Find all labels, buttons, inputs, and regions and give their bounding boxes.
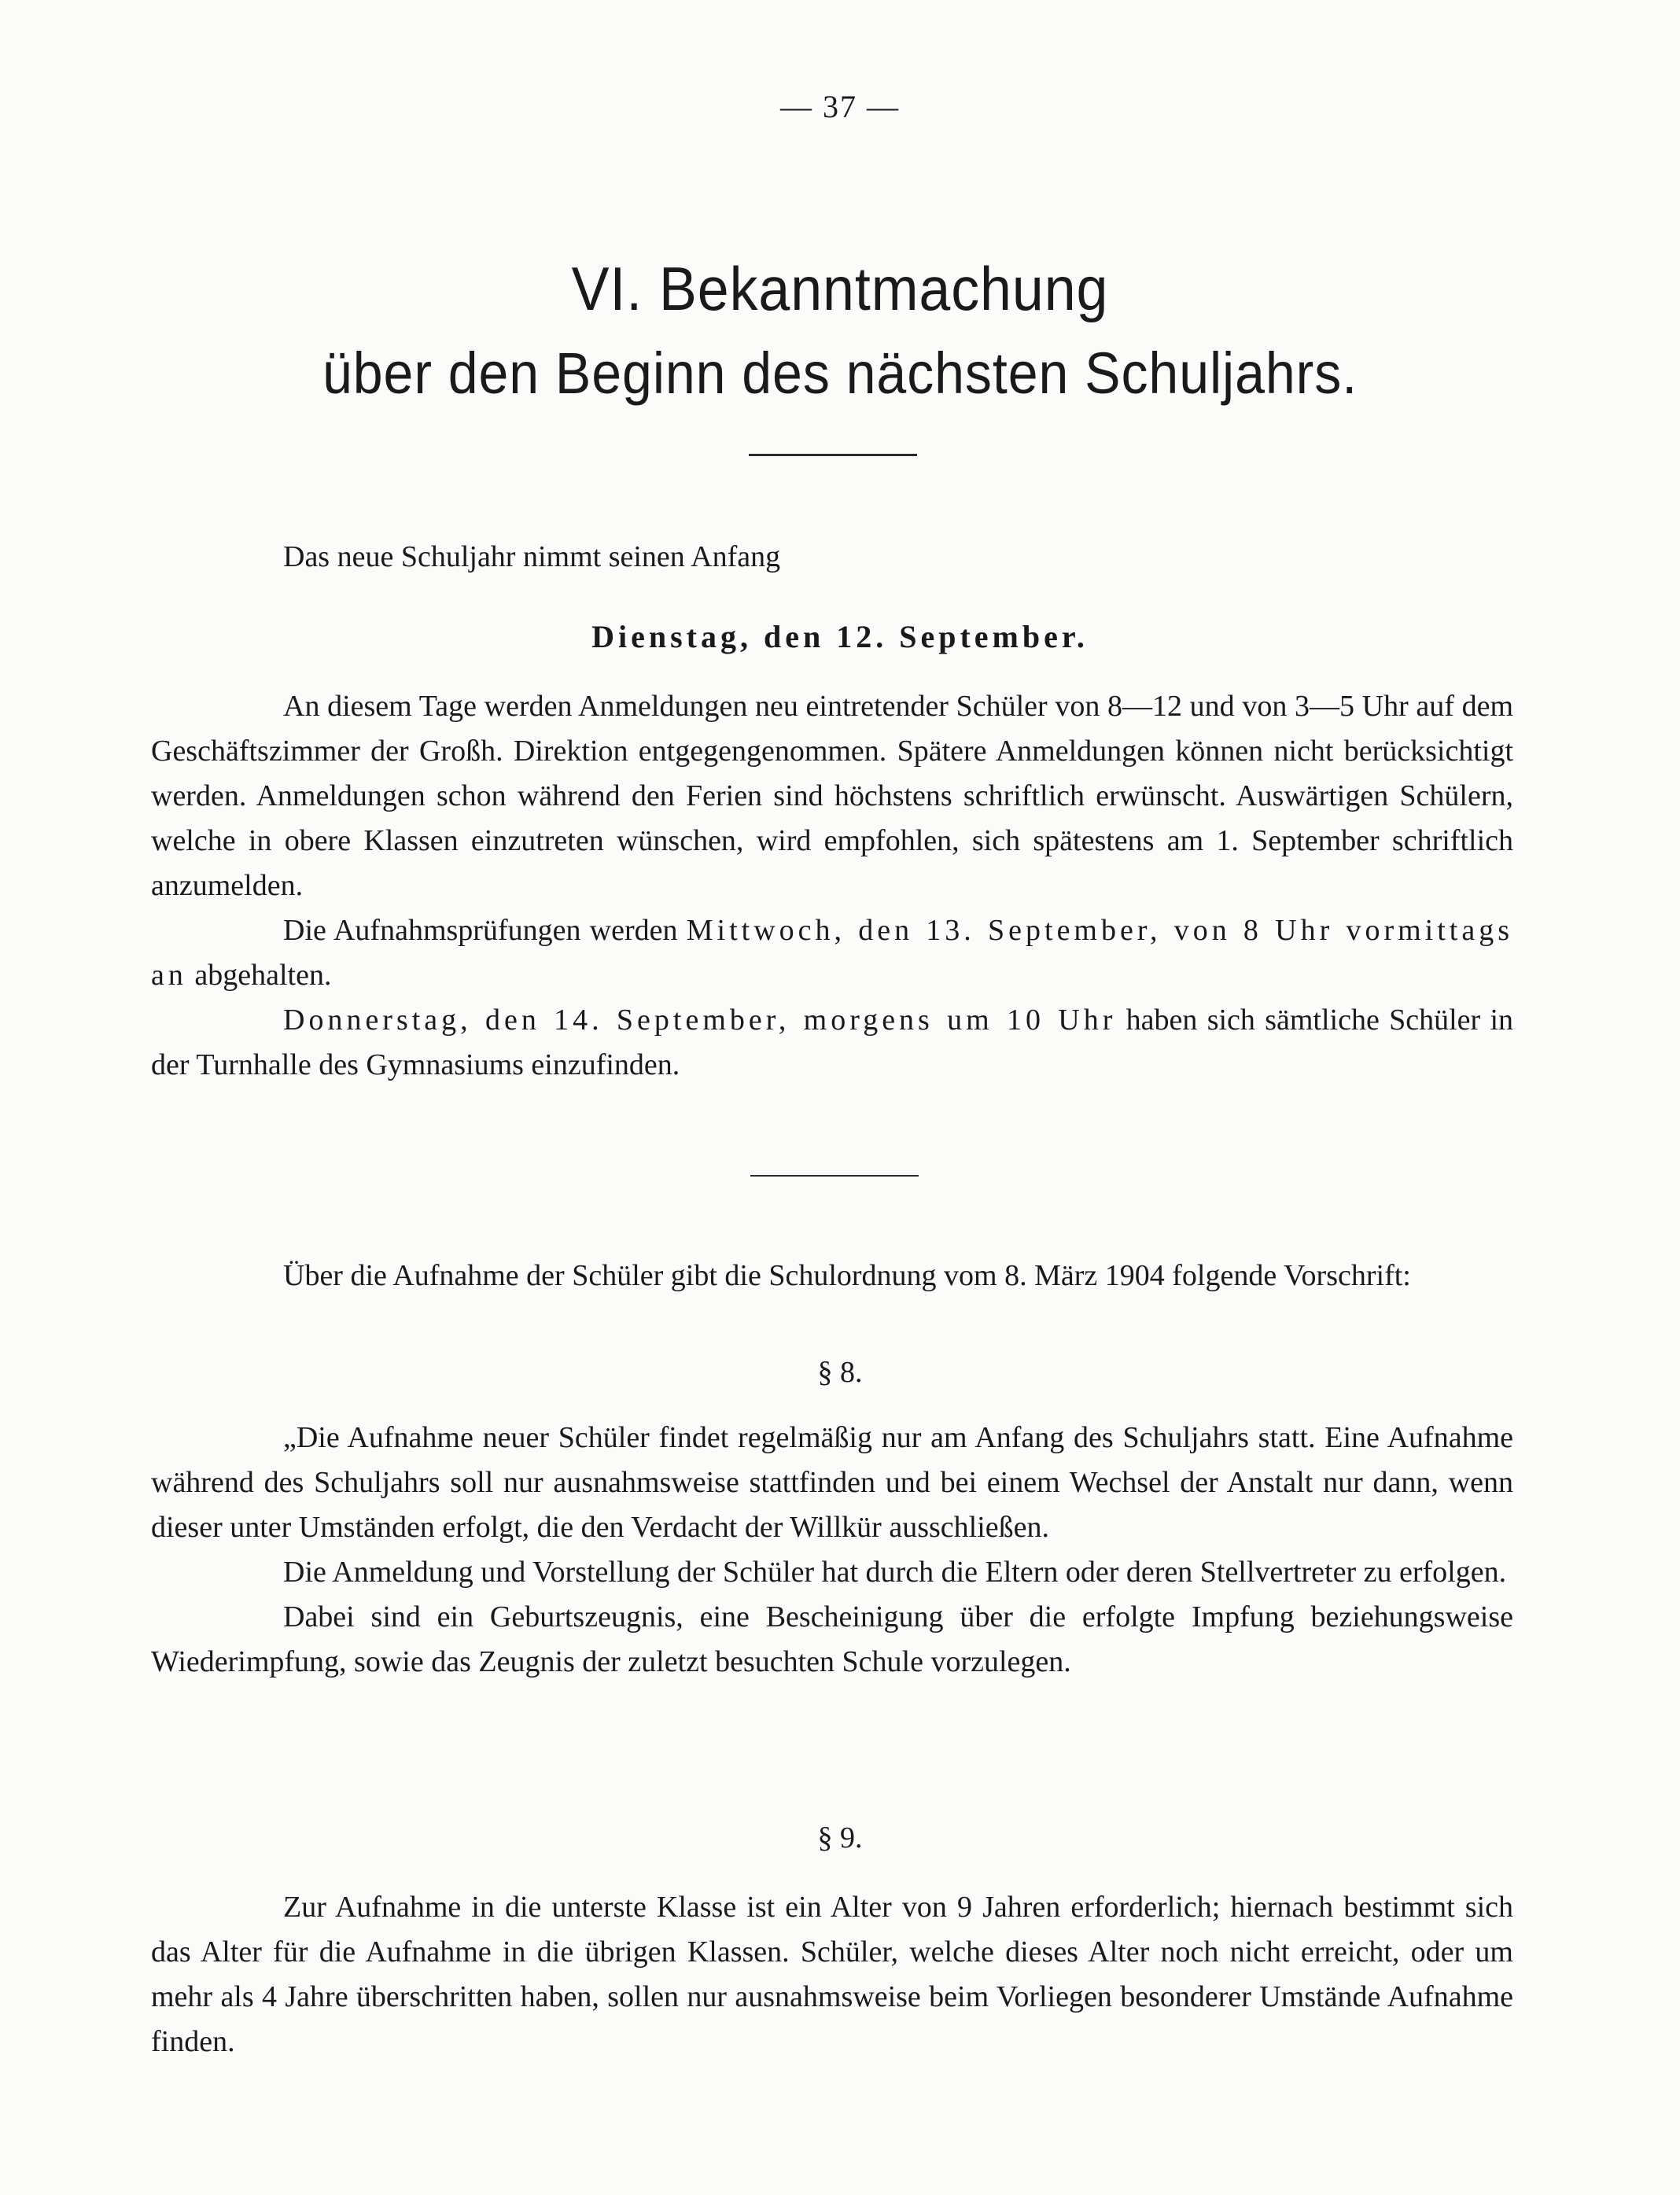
exam-date: Mittwoch, den 13. September, von 8 Uhr vormittags an bbox=[151, 914, 1513, 992]
intro-block bbox=[151, 535, 1513, 580]
start-date: Dienstag, den 12. September. bbox=[591, 619, 1089, 654]
exam-intro: Die Aufnahmsprüfungen werden bbox=[283, 914, 678, 947]
section-8-paragraph-1: „Die Aufnahme neuer Schüler findet regelmäßig nur am Anfang des Schuljahrs statt. Eine Aufnahme während des Schuljahrs soll nur ausnahmsweise stattfinden und bei einem Wechsel der Anstalt nur dann, wenn dieser unter Umständen erfolgt, die den Verdacht der Willkür ausschließen. bbox=[151, 1421, 1513, 1544]
title-divider bbox=[749, 454, 917, 456]
exam-outro: abgehalten. bbox=[194, 959, 332, 992]
page-number: — 37 — bbox=[780, 89, 900, 124]
section-divider bbox=[750, 1175, 919, 1177]
section-9-heading: § 9. bbox=[817, 1821, 863, 1854]
regulation-intro-block bbox=[151, 1254, 1513, 1298]
section-9-block bbox=[151, 1885, 1513, 2064]
section-9-paragraph: Zur Aufnahme in die unterste Klasse ist ein Alter von 9 Jahren erforderlich; hiernach bestimmt sich das Alter für die Aufnahme in die übrigen Klassen. Schüler, welche dieses Alter noch nicht erreicht, oder um mehr als 4 Jahre überschritten haben, sollen nur ausnahmsweise beim Vorliegen besonderer Umstände Aufnahme finden. bbox=[151, 1891, 1513, 2058]
assembly-paragraph bbox=[151, 998, 1513, 1088]
section-8-block bbox=[151, 1416, 1513, 1685]
section-8-paragraph-2: Die Anmeldung und Vorstellung der Schüler hat durch die Eltern oder deren Stellvertreter zu erfolgen. bbox=[283, 1556, 1507, 1589]
registration-block bbox=[151, 684, 1513, 1088]
section-8-paragraph-3: Dabei sind ein Geburtszeugnis, eine Bescheinigung über die erfolgte Impfung beziehungsweise Wiederimpfung, sowie das Zeugnis der zuletzt besuchten Schule vorzulegen. bbox=[151, 1600, 1513, 1678]
regulation-intro: Über die Aufnahme der Schüler gibt die Schulordnung vom 8. März 1904 folgende Vorschrift: bbox=[283, 1259, 1411, 1292]
page-title-line-1: VI. Bekanntmachung bbox=[571, 254, 1109, 323]
assembly-date: Donnerstag, den 14. September, morgens um 10 Uhr bbox=[283, 1004, 1117, 1037]
assembly-text: haben sich sämtliche Schüler in der Turnhalle des Gymnasiums einzufinden. bbox=[151, 1004, 1514, 1081]
section-8-heading: § 8. bbox=[817, 1356, 863, 1389]
page-title-line-2: über den Beginn des nächsten Schuljahrs. bbox=[322, 341, 1358, 406]
registration-paragraph: An diesem Tage werden Anmeldungen neu eintretender Schüler von 8—12 und von 3—5 Uhr auf dem Geschäftszimmer der Großh. Direktion entgegengenommen. Spätere Anmeldungen können nicht berücksichtigt werden. Anmeldungen schon während den Ferien sind höchstens schriftlich erwünscht. Auswärtigen Schülern, welche in obere Klassen einzutreten wünschen, wird empfohlen, sich spätestens am 1. September schriftlich anzumelden. bbox=[151, 690, 1513, 902]
intro-text: Das neue Schuljahr nimmt seinen Anfang bbox=[283, 540, 781, 573]
exam-paragraph bbox=[151, 908, 1513, 998]
